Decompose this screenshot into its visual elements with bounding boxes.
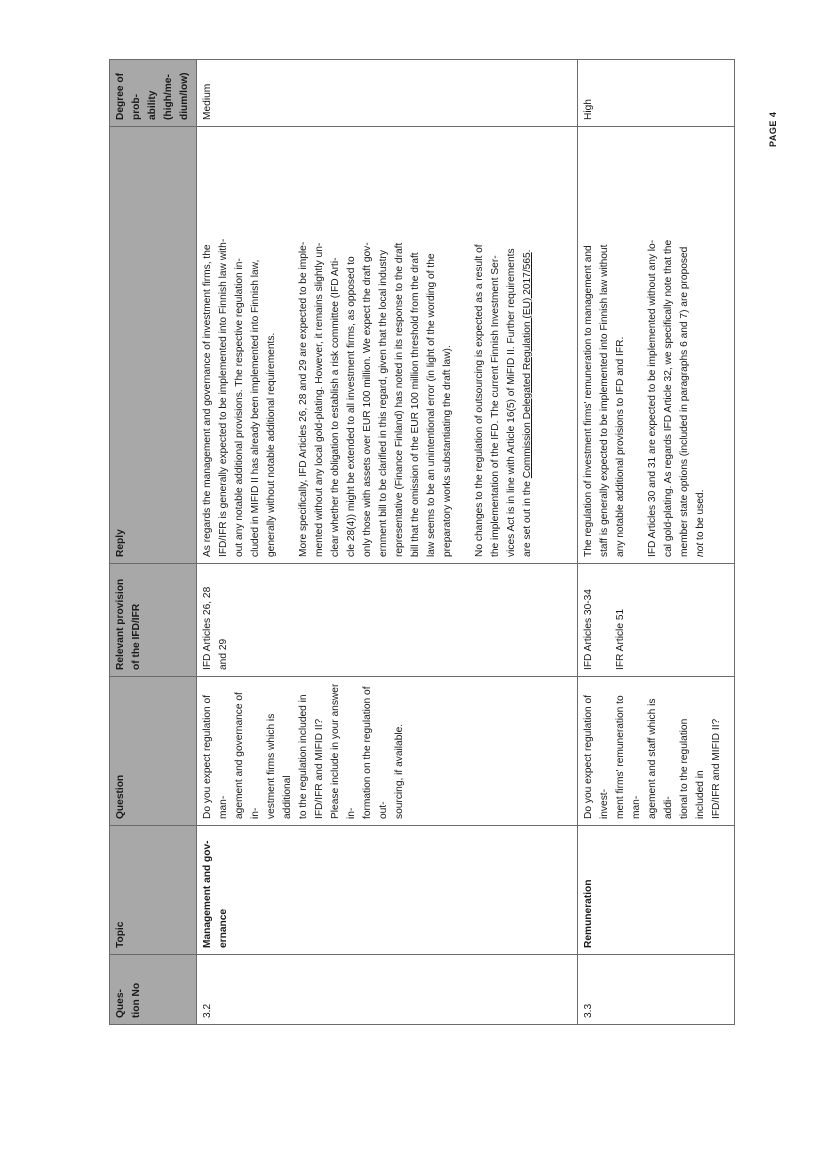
provision-item: IFD Articles 30-34 — [583, 589, 594, 670]
cell-topic: Remuneration — [578, 826, 735, 955]
cell-question-no: 3.2 — [197, 955, 578, 1025]
reply-paragraph: IFD Articles 30 and 31 are expected to be implemented without any lo- cal gold-plating. As regards IFD Article 32, we specifically note that the member state options (included in paragraphs 6 and 7) are proposed not to be used. — [647, 239, 706, 557]
page-number: PAGE 4 — [768, 111, 778, 147]
emphasis-not: not — [695, 542, 706, 557]
reply-paragraph: More specifically, IFD Articles 26, 28 and 29 are expected to be imple- mented without any local gold-plating. However, it remains slightly un- clear whether the obligation to establish a risk committee (IFD Arti- cle 28(4)) might be extended to all investment firms, as opposed to only those with assets over EUR 100 million. We expect the draft gov- ernment bill to be clarified in this regard, given that the local industry representative (Finance Finland) has noted in its response to the draft bill that the omission of the EUR 100 million threshold from the draft law seems to be an unintentional error (in light of the wording of the preparatory works substantiating the draft law). — [298, 241, 453, 557]
cell-degree-of-probability: Medium — [197, 60, 578, 127]
table-header-row — [110, 60, 197, 1025]
header-question: Question — [110, 677, 197, 826]
cell-question-no: 3.3 — [578, 955, 735, 1025]
cell-reply — [197, 127, 578, 564]
provision-item: IFR Article 51 — [615, 608, 626, 670]
header-reply: Reply — [110, 127, 197, 564]
cell-relevant-provision: IFD Articles 26, 28 and 29 — [197, 564, 578, 677]
cell-question: Do you expect regulation of invest- ment firms' remuneration to man- agement and staff which is addi- tional to the regulation included in IFD/IFR and MIFID II? — [578, 677, 735, 826]
regulation-reference-link: Commission Delegated Regulation (EU) 2017/565 — [522, 252, 533, 479]
cell-degree-of-probability: High — [578, 60, 735, 127]
questionnaire-table — [109, 59, 735, 1025]
header-relevant-provision: Relevant provision of the IFD/IFR — [110, 564, 197, 677]
table-row — [197, 60, 578, 1025]
reply-paragraph: No changes to the regulation of outsourcing is expected as a result of the implementation of the IFD. The current Finnish Investment Ser- vices Act is in line with Article 16(5) of MiFID II. Further requirements are set out in the Commission Delegated Regulation (EU) 2017/565. — [474, 244, 533, 557]
cell-reply — [578, 127, 735, 564]
cell-relevant-provision — [578, 564, 735, 677]
reply-paragraph: The regulation of investment firms' remuneration to management and staff is generally expected to be implemented into Finnish law without any notable additional provisions to IFD and IFR. — [583, 244, 626, 557]
header-question-no: Ques- tion No — [110, 955, 197, 1025]
reply-paragraph: As regards the management and governance of investment firms, the IFD/IFR is generally expected to be implemented into Finnish law with- out any notable additional provisions. The respective regulation in- cluded in MIFID II has already been implemented into Finnish law, generally without notable additional requirements. — [202, 238, 277, 557]
cell-question: Do you expect regulation of man- agement and governance of in- vestment firms which is additional to the regulation included in IFD/IFR and MIFID II? Please include in your answer in- formation on the regulation of out- sourcing, if available. — [197, 677, 578, 826]
questionnaire-table-container — [109, 60, 720, 1025]
header-degree-of-probability: Degree of prob- ability (high/me- dium/low) — [110, 60, 197, 127]
cell-topic: Management and gov- ernance — [197, 826, 578, 955]
header-topic: Topic — [110, 826, 197, 955]
table-row — [578, 60, 735, 1025]
